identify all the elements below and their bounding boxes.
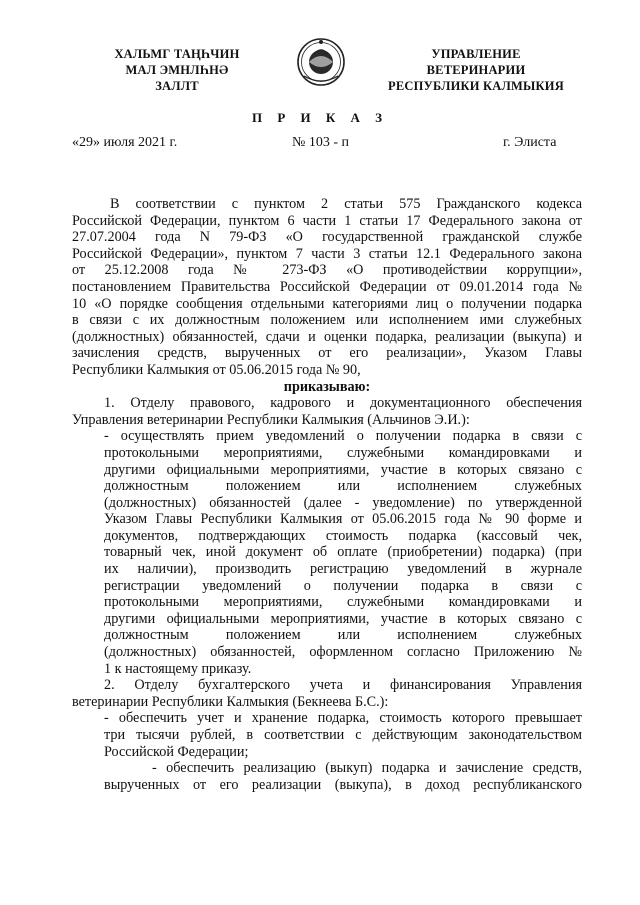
body-line: постановлением Правительства Российской Федерации от 09.01.2014 года № xyxy=(72,278,582,295)
body-line: три тысячи рублей, в соответствии с действующим законодательством xyxy=(104,727,582,743)
body-line: Указом Главы Республики Калмыкия от 05.06.2015 года № 90 форме и xyxy=(104,511,582,528)
body-line: Российской Федерации, пунктом 6 части 1 статьи 17 Федерального закона от xyxy=(72,212,582,229)
body-line: (должностных) обязанностей, сдачи и оценки подарка, реализации (выкупа) и xyxy=(72,328,582,345)
header-left-line: ЗАЛЛТ xyxy=(155,79,199,93)
body-line: регистрации уведомлений о получении подарка в связи с xyxy=(104,577,582,594)
body-line: ветеринарии Республики Калмыкия (Бекнеева Б.С.): xyxy=(72,693,389,710)
header-left-org xyxy=(92,46,262,94)
body-line: товарный чек, иной документ об оплате (приобретении) подарка) (при xyxy=(104,544,582,561)
header-right-line: ВЕТЕРИНАРИИ xyxy=(426,63,526,77)
body-line: приказываю: xyxy=(283,378,371,395)
body-line: - обеспечить учет и хранение подарка, стоимость которого превышает xyxy=(104,710,582,727)
body-line: вырученных от его реализации (выкупа), в доход республиканского xyxy=(104,776,582,793)
coat-of-arms-emblem xyxy=(296,36,346,88)
body-line: 10 «О порядке сообщения отдельными категориями лиц о получении подарка xyxy=(72,295,582,312)
body-line: В соответствии с пунктом 2 статьи 575 Гражданского кодекса xyxy=(110,196,582,212)
body-line: Российской Федерации», пунктом 7 части 3 статьи 12.1 Федерального закона xyxy=(72,245,582,262)
body-line: 27.07.2004 года N 79-ФЗ «О государственной гражданской службе xyxy=(72,229,582,246)
body-line: другими официальными мероприятиями, участие в которых связано с xyxy=(104,610,582,627)
body-line: Республики Калмыкия от 05.06.2015 года № 90, xyxy=(72,361,361,378)
body-line: должностным положением или исполнением служебных xyxy=(104,478,582,495)
header-right-line: УПРАВЛЕНИЕ xyxy=(431,47,521,61)
body-line: Российской Федерации; xyxy=(104,743,249,760)
order-city: г. Элиста xyxy=(503,135,557,150)
body-line: их наличии), производить регистрацию уведомлений в журнале xyxy=(104,561,582,578)
document-title: П Р И К А З xyxy=(251,110,389,125)
header-left-line: МАЛ ЭМНЛҺНӘ xyxy=(125,63,229,77)
body-line: - обеспечить реализацию (выкуп) подарка и зачисление средств, xyxy=(152,760,582,777)
body-line: документов, подтверждающих стоимость подарка (кассовый чек, xyxy=(104,527,582,544)
order-date: «29» июля 2021 г. xyxy=(72,135,178,150)
body-line: зачисления средств, вырученных от его реализации», Указом Главы xyxy=(72,345,582,362)
body-line: 1 к настоящему приказу. xyxy=(104,660,252,677)
body-line: протокольными мероприятиями, служебными командировками и xyxy=(104,594,582,611)
body-line: 1. Отделу правового, кадрового и документационного обеспечения xyxy=(104,395,582,412)
body-line: в связи с их должностным положением или исполнением ими служебных xyxy=(72,312,582,329)
body-line: (должностных) обязанностей (далее - уведомление) по утвержденной xyxy=(104,494,582,511)
header-left-line: ХАЛЬМГ ТАҢҺЧИН xyxy=(114,47,240,61)
document-body xyxy=(72,196,582,793)
body-line: протокольными мероприятиями, служебными командировками и xyxy=(104,444,582,461)
header-right-org xyxy=(376,46,576,94)
body-line: должностным положением или исполнением служебных xyxy=(104,627,582,644)
body-line: от 25.12.2008 года № 273-ФЗ «О противодействии коррупции», xyxy=(72,262,582,279)
body-line: другими официальными мероприятиями, участие в которых связано с xyxy=(104,461,582,478)
header-right-line: РЕСПУБЛИКИ КАЛМЫКИЯ xyxy=(388,79,564,93)
body-line: 2. Отделу бухгалтерского учета и финансирования Управления xyxy=(104,677,582,694)
body-line: - осуществлять прием уведомлений о получении подарка в связи с xyxy=(104,428,582,445)
order-number: № 103 - п xyxy=(292,135,350,150)
body-line: (должностных) обязанностей, оформленном согласно Приложению № xyxy=(104,644,582,661)
body-line: Управления ветеринарии Республики Калмыкия (Альчинов Э.И.): xyxy=(72,411,470,428)
